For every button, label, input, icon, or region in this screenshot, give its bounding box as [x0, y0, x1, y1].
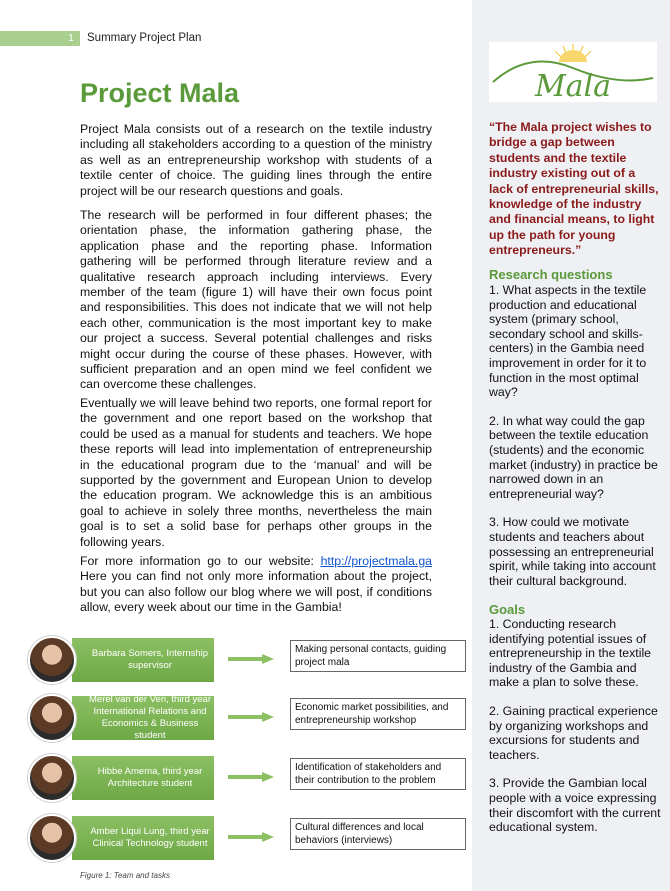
phases-paragraph: The research will be performed in four different phases; the orientation phase, the information gathering phase, the application phase and the reporting phase. Information gathering will be performed through literature review and a qualitative research approach including interviews. Every member of the team (figure 1) will have their own focus point and responsibilities. This does not indicate that we will not help each other, communication is the most important key to make our project a success. Several potential challenges and risks might occur during the course of these phases. However, with sufficient preparation and an open mind we feel confident we can overcome these challenges. — [80, 208, 432, 392]
goal-item: 2. Gaining practical experience by organizing workshops and excursions for students and teachers. — [489, 703, 658, 762]
arrow-right-icon — [228, 712, 274, 722]
member-task-box: Economic market possibilities, and entrepreneurship workshop — [290, 698, 466, 730]
member-role-box: Hibbe Amema, third year Architecture student — [72, 756, 214, 800]
arrow-right-icon — [228, 832, 274, 842]
page-number: 1 — [68, 33, 74, 44]
member-photo — [28, 814, 76, 862]
member-task-box: Making personal contacts, guiding project mala — [290, 640, 466, 672]
arrow-right-icon — [228, 772, 274, 782]
website-text-after: Here you can find not only more information about the project, but you can also follow our blog where we will post, if conditions allow, every week about our time in the Gambia! — [80, 569, 432, 615]
research-question: 1. What aspects in the textile production and educational system (primary school, secondary school and skills-centers) in the Gambia need improvement in order for it to function in the most optimal way? — [489, 283, 647, 400]
mission-quote: “The Mala project wishes to bridge a gap between students and the textile industry existing out of a lack of entrepreneurial skills, knowledge of the industry and financial means, to light up the path for young entrepreneurs.” — [489, 120, 659, 258]
research-questions-heading: Research questions — [489, 267, 613, 282]
team-row — [28, 814, 473, 864]
member-photo — [28, 694, 76, 742]
document-title: Project Mala — [80, 78, 240, 108]
member-role-box: Amber Liqui Lung, third year Clinical Technology student — [72, 816, 214, 860]
member-photo — [28, 754, 76, 802]
member-role-box: Barbara Somers, Internship supervisor — [72, 638, 214, 682]
arrow-right-icon — [228, 654, 274, 664]
reports-paragraph: Eventually we will leave behind two reports, one formal report for the government and one report based on the workshop that could be used as a manual for students and teachers. We hope these reports will lead into implementation of entrepreneurship in the educational program due to the ‘manual’ and will be supported by the government and European Union to develop the education program. We acknowledge this is an ambitious goal to achieve in solely three months, nevertheless the main goal is to set a solid base for perhaps other groups in the following years. — [80, 396, 432, 549]
logo-text: Mala — [534, 69, 612, 102]
research-questions-list — [489, 283, 661, 602]
goals-list — [489, 617, 661, 849]
website-link[interactable]: http://projectmala.ga — [320, 554, 432, 568]
figure-caption: Figure 1: Team and tasks — [80, 871, 170, 880]
goal-item: 3. Provide the Gambian local people with a voice expressing their discomfort with the current educational system. — [489, 776, 661, 835]
member-task-box: Identification of stakeholders and their contribution to the problem — [290, 758, 466, 790]
research-question: 2. In what way could the gap between the textile education (students) and the economic market (industry) in practice be narrowed down in an entrepreneurial way? — [489, 413, 658, 501]
member-photo — [28, 636, 76, 684]
header-title: Summary Project Plan — [87, 32, 202, 44]
team-row — [28, 694, 473, 744]
intro-paragraph: Project Mala consists out of a research on the textile industry including all stakeholders according to a question of the ministry as well as an entrepreneurship workshop with students of a textile center of choice. The guiding lines through the entire project will be our research questions and goals. — [80, 122, 432, 198]
team-row — [28, 636, 473, 686]
member-role-box: Merel van der Ven, third year International Relations and Economics & Business student — [72, 696, 214, 740]
research-question: 3. How could we motivate students and teachers about possessing an entrepreneurial spirit, while taking into account their cultural background. — [489, 515, 656, 588]
goals-heading: Goals — [489, 602, 526, 617]
member-task-box: Cultural differences and local behaviors (interviews) — [290, 818, 466, 850]
goal-item: 1. Conducting research identifying potential issues of entrepreneurship in the textile industry of the Gambia and make a plan to solve these. — [489, 617, 652, 690]
team-row — [28, 754, 473, 804]
mala-logo — [489, 42, 657, 102]
website-text-before: For more information go to our website: — [80, 554, 321, 568]
website-paragraph — [80, 554, 432, 616]
